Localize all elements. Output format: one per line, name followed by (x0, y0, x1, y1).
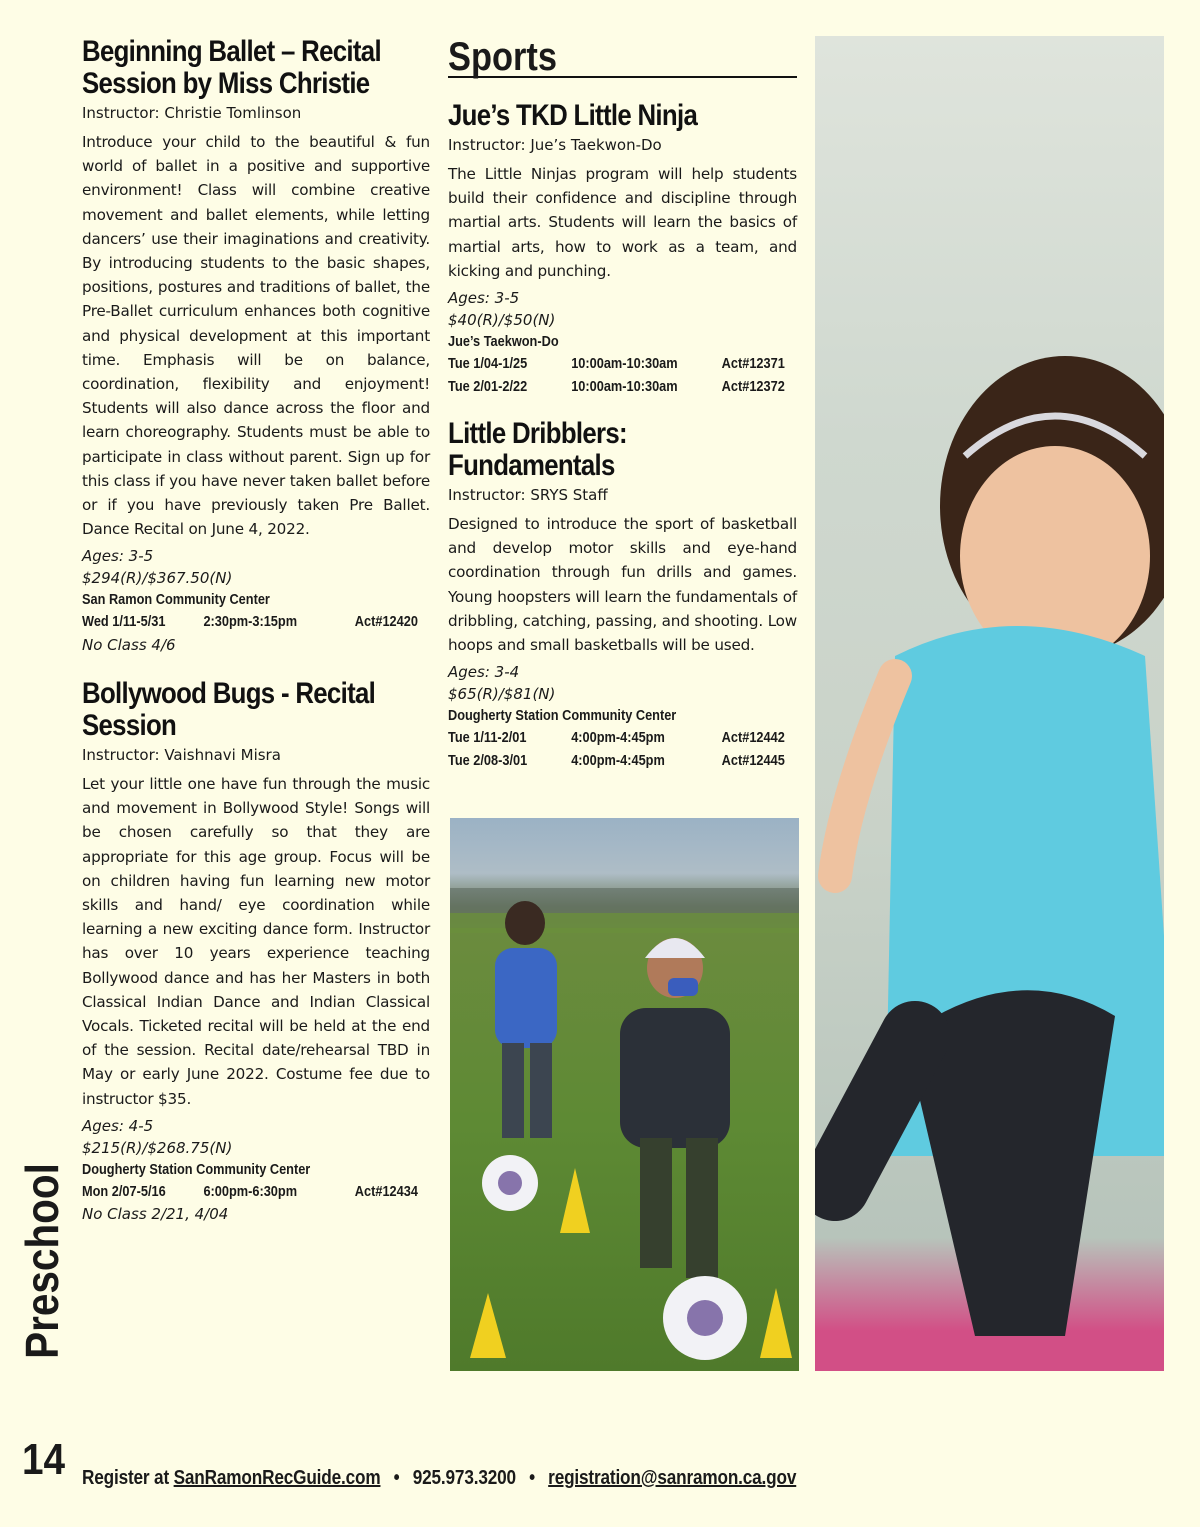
dribblers-class (448, 418, 797, 772)
activity-number: Act#12420 (354, 614, 418, 631)
schedule-date: Tue 2/01-2/22 (448, 378, 528, 395)
schedule-row (448, 727, 798, 750)
schedule-time: 10:00am-10:30am (571, 356, 678, 373)
class-location: Dougherty Station Community Center (448, 708, 677, 725)
girl-scene-illustration (815, 36, 1164, 1371)
schedule-time: 10:00am-10:30am (571, 378, 678, 395)
schedule-row (448, 750, 798, 773)
soccer-kids-photo (450, 818, 799, 1371)
class-ages: Ages: 3-5 (82, 547, 154, 566)
class-price: $65(R)/$81(N) (448, 685, 556, 704)
schedule-date: Wed 1/11-5/31 (82, 614, 166, 631)
section-side-label (12, 1150, 72, 1372)
schedule-date: Tue 2/08-3/01 (448, 752, 528, 769)
schedule-date: Mon 2/07-5/16 (82, 1183, 166, 1200)
schedule-date: Tue 1/11-2/01 (448, 730, 527, 747)
class-price: $294(R)/$367.50(N) (82, 569, 233, 588)
schedule-time: 6:00pm-6:30pm (203, 1183, 298, 1200)
class-title: Little Dribblers: Fundamentals (448, 417, 627, 483)
schedule-row (448, 376, 798, 399)
email-link[interactable]: registration@sanramon.ca.gov (548, 1467, 797, 1489)
left-column (82, 36, 430, 1225)
schedule-time: 4:00pm-4:45pm (571, 730, 665, 747)
bollywood-class (82, 678, 430, 1225)
activity-number: Act#12371 (721, 356, 785, 373)
class-title: Bollywood Bugs - Recital Session (82, 676, 376, 742)
class-description: Introduce your child to the beautiful & fun world of ballet in a positive and supportive environment! Class will combine creative movement and ballet elements, while letting dancers’ use their imaginations and creativity. By introducing students to the basic shapes, positions, postures and traditions of ballet, the Pre-Ballet curriculum enhances both cognitive and physical development at this important time. Emphasis will be on balance, coordination, flexibility and enjoyment! Students will also dance across the floor and learn choreography. Students must be able to participate in class without parent. Sign up for this class if you have never taken ballet before or if you have previously taken Pre Ballet. Dance Recital on June 4, 2022. (82, 133, 430, 539)
class-instructor: Instructor: SRYS Staff (448, 486, 608, 505)
schedule-time: 2:30pm-3:15pm (203, 614, 298, 631)
class-note: No Class 4/6 (82, 635, 176, 654)
activity-number: Act#12372 (721, 378, 785, 395)
class-price: $215(R)/$268.75(N) (82, 1138, 233, 1157)
separator: • (529, 1467, 535, 1489)
middle-column (448, 36, 797, 772)
class-title: Jue’s TKD Little Ninja (448, 99, 698, 132)
activity-number: Act#12442 (721, 730, 785, 747)
class-ages: Ages: 3-4 (448, 663, 520, 682)
activity-number: Act#12434 (354, 1183, 418, 1200)
soccer-scene-illustration (450, 818, 799, 1371)
phone-number: 925.973.3200 (412, 1467, 516, 1489)
separator: • (393, 1467, 400, 1489)
class-ages: Ages: 3-5 (448, 289, 520, 308)
class-description: Let your little one have fun through the music and movement in Bollywood Style! Songs will be chosen carefully so that they are appropriate for this age group. Focus will be on children having fun learning new motor skills and hand/ eye coordination while learning a new exciting dance form. Instructor has over 10 years experience teaching Bollywood dance and has her Masters in both Classical Indian Dance and Indian Classical Vocals. Ticketed recital will be held at the end of the session. Recital date/rehearsal TBD in May or early June 2022. Costume fee due to instructor $35. (82, 774, 430, 1108)
page-number: 14 (22, 1435, 66, 1484)
footer (82, 1466, 796, 1490)
girl-dancing-photo (815, 36, 1164, 1371)
class-title: Beginning Ballet – Recital Session by Miss Christie (82, 35, 381, 100)
class-instructor: Instructor: Vaishnavi Misra (82, 745, 281, 764)
ninja-class (448, 100, 797, 398)
schedule-row (82, 611, 431, 634)
class-description: Designed to introduce the sport of basketball and develop motor skills and eye-hand coordination through fun drills and games. Young hoopsters will learn the fundamentals of dribbling, catching, passing, and shooting. Low hoops and small basketballs will be used. (448, 515, 797, 655)
activity-number: Act#12445 (721, 752, 785, 769)
website-link[interactable]: SanRamonRecGuide.com (173, 1467, 381, 1489)
section-title: Sports (448, 36, 797, 78)
side-label-text: Preschool (16, 1163, 68, 1359)
class-instructor: Instructor: Christie Tomlinson (82, 104, 302, 122)
schedule-row (448, 353, 798, 376)
class-location: San Ramon Community Center (82, 592, 270, 609)
footer-prefix: Register at (82, 1467, 170, 1489)
class-description: The Little Ninjas program will help students build their confidence and discipline through martial arts. Students will learn the basics of martial arts, how to work as a team, and kicking and punching. (448, 165, 797, 280)
class-price: $40(R)/$50(N) (448, 311, 556, 330)
schedule-row (82, 1181, 431, 1204)
class-location: Jue’s Taekwon-Do (448, 334, 559, 351)
schedule-date: Tue 1/04-1/25 (448, 356, 528, 373)
ballet-class (82, 36, 430, 656)
class-instructor: Instructor: Jue’s Taekwon-Do (448, 136, 662, 154)
class-ages: Ages: 4-5 (82, 1116, 154, 1135)
class-location: Dougherty Station Community Center (82, 1161, 311, 1178)
schedule-time: 4:00pm-4:45pm (571, 752, 665, 769)
class-note: No Class 2/21, 4/04 (82, 1205, 229, 1224)
